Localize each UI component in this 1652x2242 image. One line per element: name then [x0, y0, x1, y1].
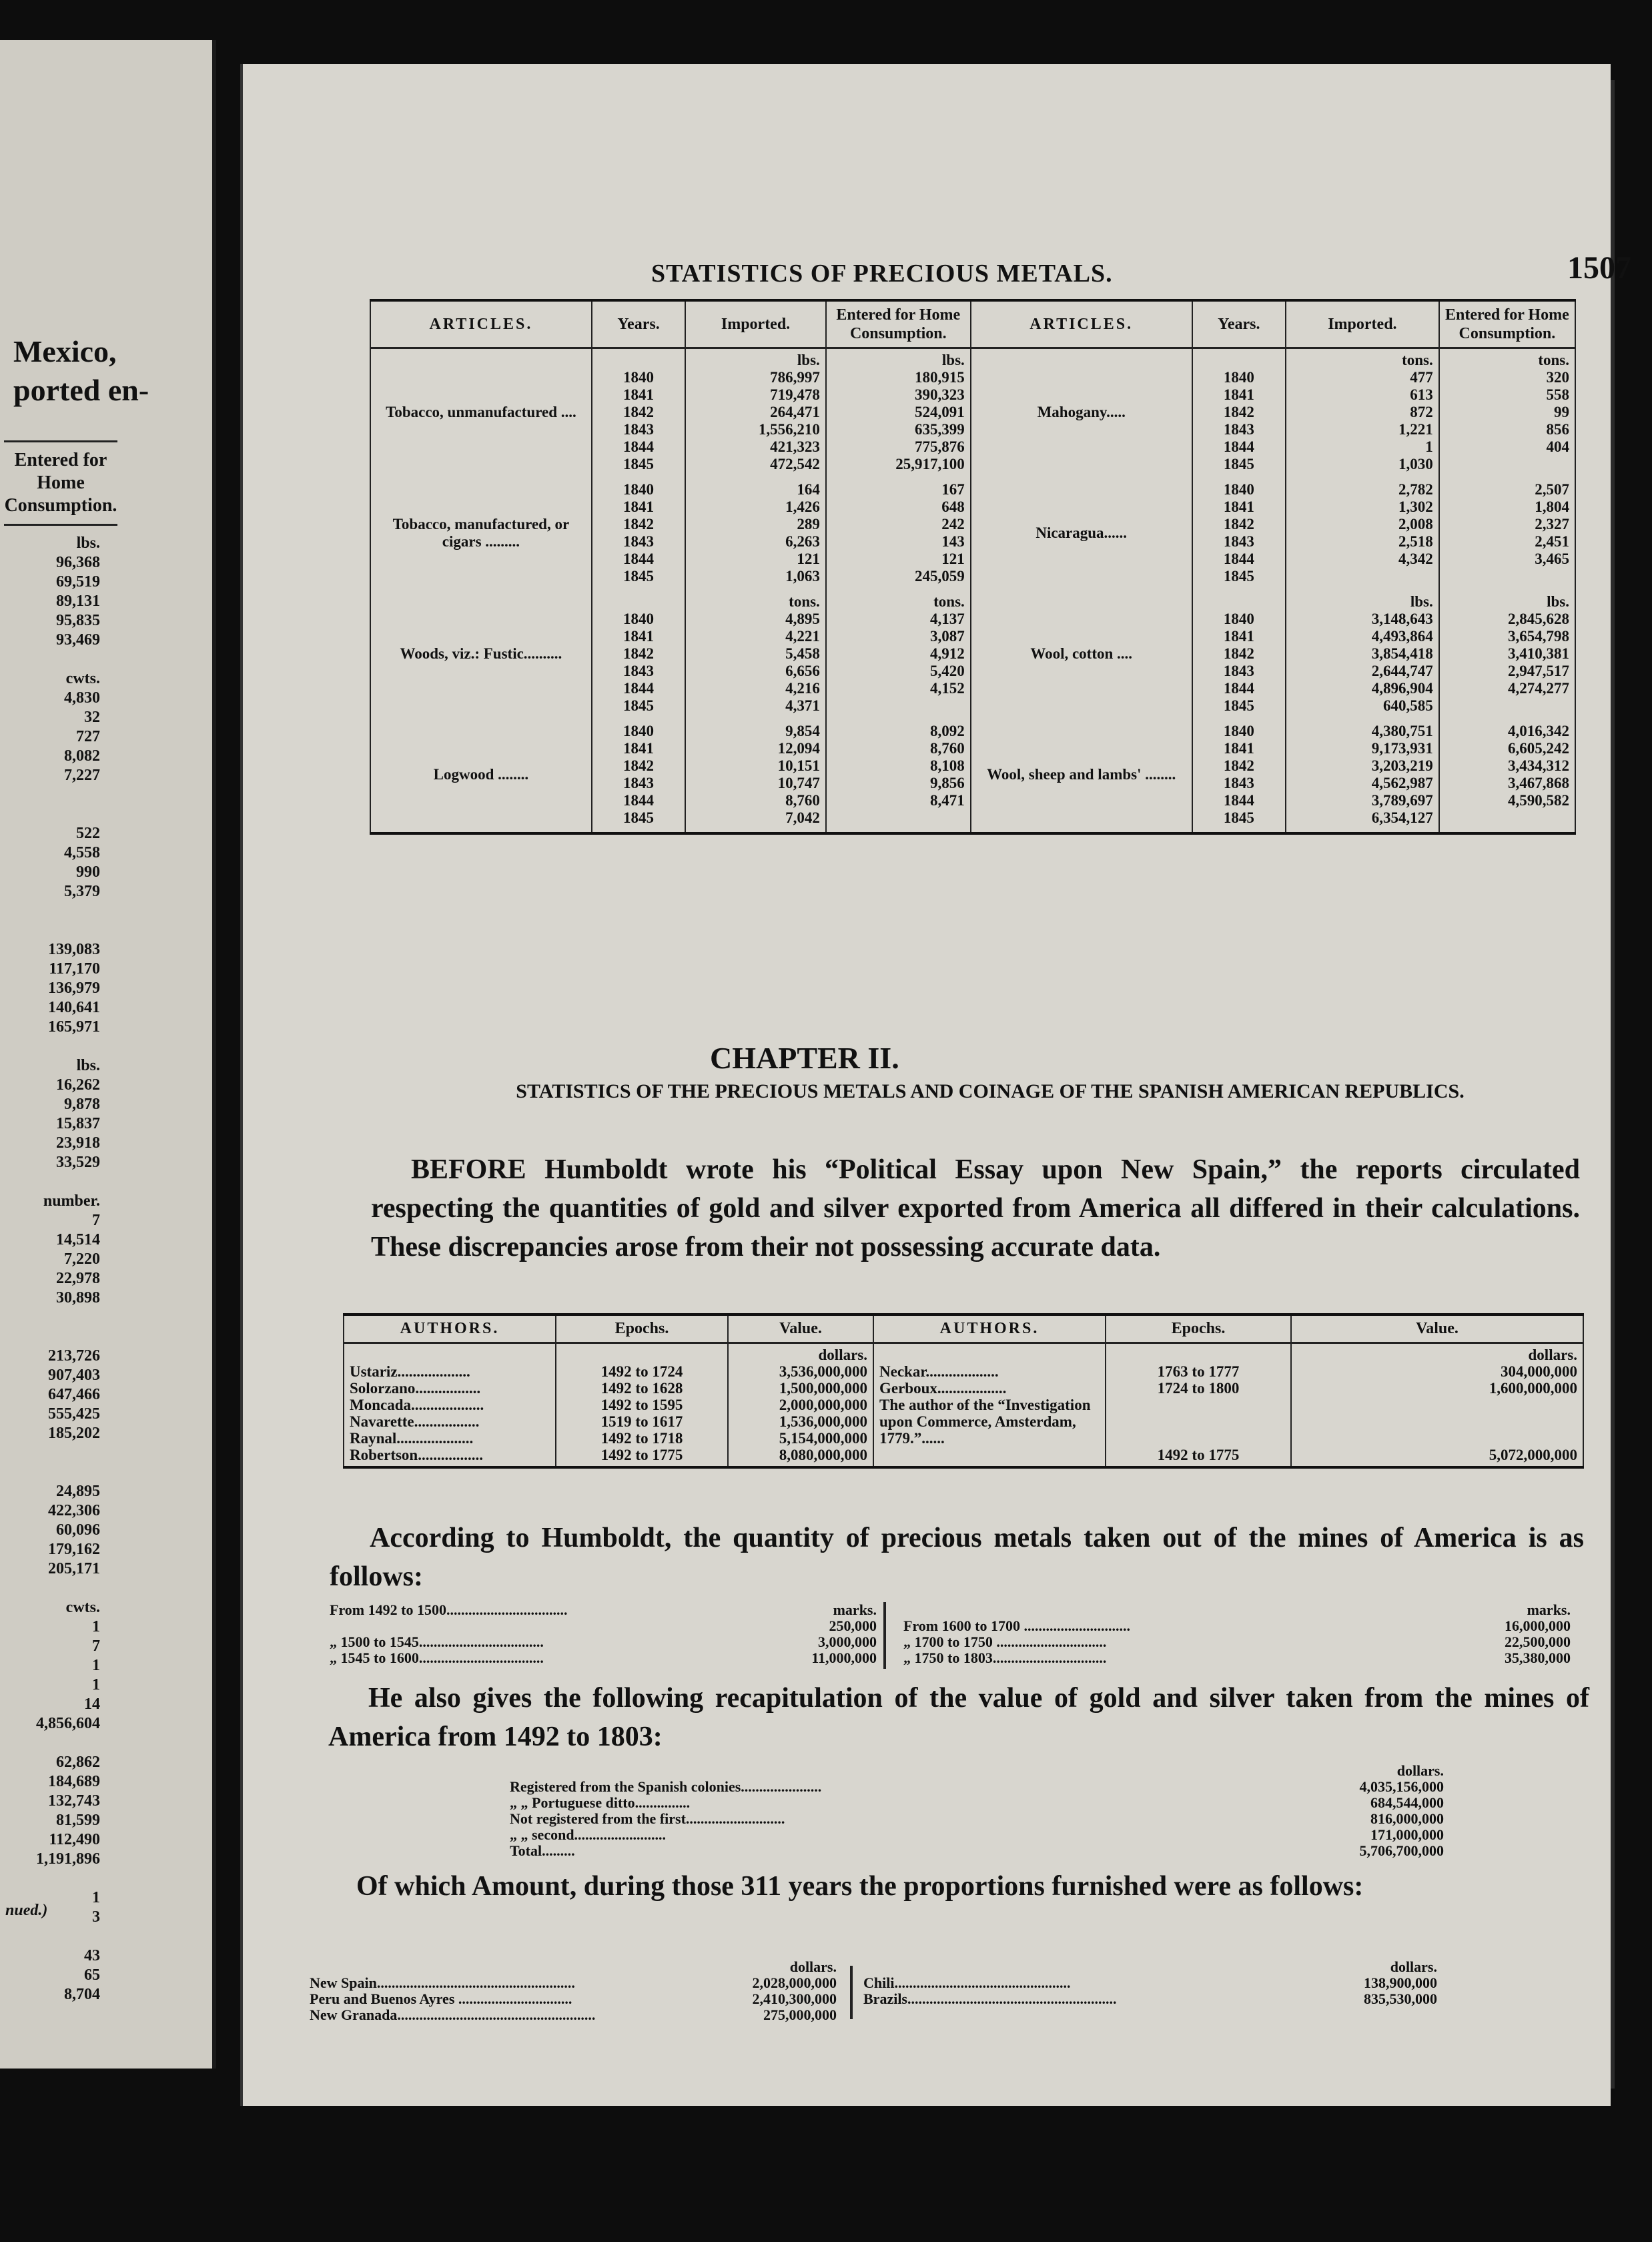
left-page-number	[13, 1172, 100, 1192]
left-page-number: 8,082	[64, 747, 100, 765]
left-page-number: 14	[84, 1696, 100, 1713]
list-item	[310, 1959, 837, 1975]
left-page-number: 1	[92, 1676, 100, 1694]
authors-left: Ustariz................... Solorzano................. Moncada................... Navarette................. Raynal.................... Robertson.................	[344, 1343, 556, 1468]
document-page	[240, 64, 1631, 2106]
list-item	[863, 1959, 1437, 1975]
column-header: Epochs.	[1106, 1315, 1291, 1343]
list-item	[903, 1650, 1571, 1666]
left-page-number: lbs.	[76, 1057, 100, 1074]
list-label: Total.........	[510, 1843, 575, 1859]
list-label	[510, 1763, 1310, 1779]
list-value: 5,706,700,000	[1359, 1842, 1444, 1859]
imports-table	[370, 299, 1576, 835]
list-item	[903, 1602, 1571, 1618]
left-page-number	[13, 1927, 100, 1946]
values-right: dollars. 304,000,000 1,600,000,000 5,072,000,000	[1291, 1343, 1583, 1468]
table-cell: Tobacco, unmanufactured ....	[370, 348, 592, 479]
column-header: Value.	[728, 1315, 873, 1343]
table-row	[370, 348, 1575, 479]
list-item	[310, 1991, 837, 2007]
left-page-number: 69,519	[56, 573, 100, 591]
left-page-number: 95,835	[56, 612, 100, 629]
list-value: 4,035,156,000	[1359, 1778, 1444, 1795]
list-label	[863, 1959, 1317, 1975]
list-label: New Spain......................................................	[310, 1975, 575, 1991]
list-value: 2,028,000,000	[752, 1974, 837, 1991]
left-page-number: 89,131	[56, 593, 100, 610]
left-page-number: 65	[84, 1966, 100, 1984]
left-page-number: 32	[84, 709, 100, 726]
left-page-number: 96,368	[56, 554, 100, 571]
list-value: 3,000,000	[818, 1633, 877, 1650]
list-item	[510, 1827, 1444, 1843]
left-page-number	[13, 1037, 100, 1056]
left-page-number: 1	[92, 1657, 100, 1674]
left-page-number: 184,689	[48, 1773, 100, 1790]
list-item	[330, 1650, 877, 1666]
table-row	[370, 478, 1575, 591]
column-header: AUTHORS.	[873, 1315, 1106, 1343]
table-cell: tons. 4,895 4,221 5,458 6,656 4,216 4,371	[685, 591, 826, 720]
left-page-number: 422,306	[48, 1502, 100, 1519]
table-cell: 1840 1841 1842 1843 1844 1845	[592, 720, 685, 833]
running-title: STATISTICS OF PRECIOUS METALS.	[651, 260, 1113, 288]
list-item	[330, 1634, 877, 1650]
authors-table	[343, 1313, 1584, 1469]
left-page-number	[13, 805, 100, 824]
left-page-number: 165,971	[48, 1018, 100, 1036]
left-page-number: 5,379	[64, 883, 100, 900]
left-page-number: 24,895	[56, 1483, 100, 1500]
column-header: Imported.	[685, 300, 826, 348]
left-page-number: 9,878	[64, 1096, 100, 1113]
table-cell: 1840 1841 1842 1843 1844 1845	[1192, 348, 1286, 479]
list-value: 171,000,000	[1370, 1826, 1444, 1843]
list-item	[510, 1811, 1444, 1827]
left-page-number: 213,726	[48, 1347, 100, 1365]
list-item	[310, 1975, 837, 1991]
recap-paragraph: He also gives the following recapitulation of the value of gold and silver taken from the mines of America from 1492 to 1803:	[328, 1683, 1589, 1752]
table-cell: 2,507 1,804 2,327 2,451 3,465	[1439, 478, 1575, 591]
table-cell: lbs. 786,997 719,478 264,471 1,556,210 421,323 472,542	[685, 348, 826, 479]
left-page-column-header: Entered for Home Consumption.	[4, 440, 117, 526]
chapter-title: CHAPTER II.	[710, 1041, 899, 1075]
left-page-number	[13, 1463, 100, 1482]
table-cell: Tobacco, manufactured, or cigars .........	[370, 478, 592, 591]
left-page-number: 4,558	[64, 844, 100, 861]
left-page-number	[13, 1327, 100, 1347]
left-page-number: 43	[84, 1947, 100, 1964]
list-value: 816,000,000	[1370, 1810, 1444, 1827]
left-page-number: 4,830	[64, 689, 100, 707]
column-header: Entered for Home Consumption.	[826, 300, 971, 348]
left-page-number: 7	[92, 1212, 100, 1229]
list-label: Brazils.........................................................	[863, 1991, 1117, 2007]
list-item	[510, 1763, 1444, 1779]
list-value: 22,500,000	[1505, 1633, 1571, 1650]
left-page-number: 60,096	[56, 1521, 100, 1539]
left-page-number: 117,170	[49, 960, 100, 978]
left-page-numbers	[13, 534, 100, 2004]
left-page-number	[13, 921, 100, 940]
list-label: Chili................................................	[863, 1975, 1071, 1991]
list-value: 16,000,000	[1505, 1617, 1571, 1634]
list-value: 138,900,000	[1364, 1974, 1437, 1991]
left-page-number: 1,191,896	[36, 1850, 100, 1868]
list-value: 684,544,000	[1370, 1794, 1444, 1811]
column-header: AUTHORS.	[344, 1315, 556, 1343]
table-cell: Logwood ........	[370, 720, 592, 833]
table-row	[370, 591, 1575, 720]
list-value: dollars.	[1390, 1958, 1437, 1975]
left-page-number: 7,227	[64, 767, 100, 784]
table-cell: Wool, cotton ....	[971, 591, 1192, 720]
left-page-number: 179,162	[48, 1541, 100, 1558]
left-page-number: 907,403	[48, 1367, 100, 1384]
left-page-number: lbs.	[76, 534, 100, 552]
list-label: Not registered from the first...........................	[510, 1811, 785, 1827]
chapter-subtitle: STATISTICS OF THE PRECIOUS METALS AND COINAGE OF THE SPANISH AMERICAN REPUBLICS.	[516, 1080, 1465, 1102]
table-cell: Wool, sheep and lambs' ........	[971, 720, 1192, 833]
left-page-number	[13, 1308, 100, 1327]
list-label: „ „ second.........................	[510, 1827, 667, 1843]
left-page-number: 14,514	[56, 1231, 100, 1248]
table-cell: tons. 477 613 872 1,221 1 1,030	[1286, 348, 1439, 479]
list-item	[903, 1634, 1571, 1650]
authors-right: Neckar................... Gerboux.................. The author of the “Investigation upon Commerce, Amsterdam, 1779.”......	[873, 1343, 1106, 1468]
table-cell: 164 1,426 289 6,263 121 1,063	[685, 478, 826, 591]
left-page-number: 139,083	[48, 941, 100, 958]
left-page-number: number.	[43, 1192, 100, 1210]
left-page-number: 990	[76, 863, 100, 881]
table-cell: 1840 1841 1842 1843 1844 1845	[592, 478, 685, 591]
left-page-number: 1	[92, 1618, 100, 1635]
left-page-number: 555,425	[48, 1405, 100, 1423]
left-page-number: 16,262	[56, 1076, 100, 1094]
left-page-number	[13, 1443, 100, 1463]
list-value: marks.	[1527, 1601, 1571, 1618]
table-cell: lbs. 180,915 390,323 524,091 635,399 775,876 25,917,100	[826, 348, 971, 479]
left-page-number: 23,918	[56, 1134, 100, 1152]
left-page-number: 132,743	[48, 1792, 100, 1810]
list-label: Registered from the Spanish colonies......................	[510, 1779, 822, 1795]
list-label: „ „ Portuguese ditto...............	[510, 1795, 691, 1811]
left-page-number: 112,490	[49, 1831, 100, 1848]
table-cell: lbs. 2,845,628 3,654,798 3,410,381 2,947,517 4,274,277	[1439, 591, 1575, 720]
recap-list	[510, 1763, 1444, 1859]
list-value: dollars.	[1396, 1762, 1444, 1779]
table-cell: 9,854 12,094 10,151 10,747 8,760 7,042	[685, 720, 826, 833]
table-cell: tons. 4,137 3,087 4,912 5,420 4,152	[826, 591, 971, 720]
table-cell: 4,380,751 9,173,931 3,203,219 4,562,987 3,789,697 6,354,127	[1286, 720, 1439, 833]
left-page-fragment	[0, 40, 216, 2069]
list-value: marks.	[833, 1601, 877, 1618]
column-header: Years.	[592, 300, 685, 348]
left-page-footer: nued.)	[5, 1902, 48, 1919]
epochs-left: 1492 to 1724 1492 to 1628 1492 to 1595 1519 to 1617 1492 to 1718 1492 to 1775	[556, 1343, 728, 1468]
list-label: „ 1750 to 1803...............................	[903, 1650, 1107, 1666]
column-header: Years.	[1192, 300, 1286, 348]
list-value: 35,380,000	[1505, 1649, 1571, 1666]
intro-paragraph: BEFORE Humboldt wrote his “Political Essay upon New Spain,” the reports circulated respecting the quantities of gold and silver exported from America all differed in their calculations. These discrepancies arose from their not possessing accurate data.	[371, 1154, 1580, 1262]
table-cell: 1840 1841 1842 1843 1844 1845	[1192, 720, 1286, 833]
list-label	[330, 1618, 770, 1634]
left-page-number: 7,220	[64, 1250, 100, 1268]
values-left: dollars. 3,536,000,000 1,500,000,000 2,000,000,000 1,536,000,000 5,154,000,000 8,080,000,000	[728, 1343, 873, 1468]
list-label: From 1600 to 1700 .............................	[903, 1618, 1130, 1634]
left-page-number: 727	[76, 728, 100, 745]
table-cell: 1840 1841 1842 1843 1844 1845	[592, 348, 685, 479]
table-cell: 167 648 242 143 121 245,059	[826, 478, 971, 591]
list-label: „ 1700 to 1750 ..............................	[903, 1634, 1107, 1650]
left-page-number: 647,466	[48, 1386, 100, 1403]
column-header: ARTICLES.	[370, 300, 592, 348]
table-cell: Woods, viz.: Fustic..........	[370, 591, 592, 720]
list-item	[330, 1618, 877, 1634]
left-page-number: 4,856,604	[36, 1715, 100, 1732]
list-label: New Granada......................................................	[310, 2007, 596, 2023]
list-item	[510, 1843, 1444, 1859]
list-value: 275,000,000	[763, 2006, 837, 2023]
list-item	[330, 1602, 877, 1618]
list-label: „ 1500 to 1545..................................	[330, 1634, 544, 1650]
table-row	[370, 720, 1575, 833]
table-cell: 1840 1841 1842 1843 1844 1845	[592, 591, 685, 720]
left-page-number: 33,529	[56, 1154, 100, 1171]
table-cell: 1840 1841 1842 1843 1844 1845	[1192, 591, 1286, 720]
left-page-number: 81,599	[56, 1812, 100, 1829]
left-page-number: 1	[92, 1889, 100, 1906]
table-cell: 1840 1841 1842 1843 1844 1845	[1192, 478, 1286, 591]
left-page-number: 140,641	[48, 999, 100, 1016]
table-cell: tons. 320 558 99 856 404	[1439, 348, 1575, 479]
list-item	[310, 2007, 837, 2023]
column-header: Imported.	[1286, 300, 1439, 348]
list-label	[903, 1602, 1437, 1618]
epochs-right: 1763 to 1777 1724 to 1800 1492 to 1775	[1106, 1343, 1291, 1468]
column-header: Epochs.	[556, 1315, 728, 1343]
column-header: ARTICLES.	[971, 300, 1192, 348]
page-number: 1507	[1567, 250, 1631, 286]
table-cell: Nicaragua......	[971, 478, 1192, 591]
table-cell: lbs. 3,148,643 4,493,864 3,854,418 2,644,747 4,896,904 640,585	[1286, 591, 1439, 720]
list-item	[863, 1975, 1437, 1991]
list-item	[510, 1779, 1444, 1795]
left-page-heading: Mexico, ported en-	[13, 334, 149, 407]
list-value: 835,530,000	[1364, 1990, 1437, 2007]
left-page-number	[13, 1734, 100, 1753]
left-page-number: cwts.	[65, 670, 100, 687]
list-label: From 1492 to 1500.................................	[330, 1602, 568, 1618]
list-item	[863, 1991, 1437, 2007]
left-page-number: 205,171	[48, 1560, 100, 1577]
left-page-number: 522	[76, 825, 100, 842]
list-value: dollars.	[789, 1958, 837, 1975]
list-value: 250,000	[829, 1617, 877, 1634]
left-page-number	[13, 1579, 100, 1598]
column-header: Entered for Home Consumption.	[1439, 300, 1575, 348]
list-label	[310, 1959, 717, 1975]
left-page-number: 3	[92, 1908, 100, 1926]
left-page-number: 136,979	[48, 980, 100, 997]
list-value: 11,000,000	[811, 1649, 877, 1666]
left-page-number: 7	[92, 1637, 100, 1655]
left-page-number	[13, 1869, 100, 1888]
left-page-number: 30,898	[56, 1289, 100, 1306]
table-cell: 4,016,342 6,605,242 3,434,312 3,467,868 4,590,582	[1439, 720, 1575, 833]
list-item	[510, 1795, 1444, 1811]
list-label: Peru and Buenos Ayres ...............................	[310, 1991, 572, 2007]
left-page-number: 22,978	[56, 1270, 100, 1287]
humboldt-paragraph: According to Humboldt, the quantity of precious metals taken out of the mines of America is as follows:	[330, 1523, 1584, 1592]
list-value: 2,410,300,000	[752, 1990, 837, 2007]
table-cell: 8,092 8,760 8,108 9,856 8,471	[826, 720, 971, 833]
left-page-number: 8,704	[64, 1986, 100, 2003]
left-page-number: cwts.	[65, 1599, 100, 1616]
list-item	[903, 1618, 1571, 1634]
left-page-number: 93,469	[56, 631, 100, 649]
left-page-number: 15,837	[56, 1115, 100, 1132]
left-page-number	[13, 650, 100, 669]
list-label: „ 1545 to 1600..................................	[330, 1650, 544, 1666]
table-cell: Mahogany.....	[971, 348, 1192, 479]
left-page-number	[13, 785, 100, 805]
proportions-paragraph: Of which Amount, during those 311 years the proportions furnished were as follows:	[356, 1871, 1364, 1902]
left-page-number: 185,202	[48, 1425, 100, 1442]
left-page-number: 62,862	[56, 1754, 100, 1771]
column-header: Value.	[1291, 1315, 1583, 1343]
table-cell: 2,782 1,302 2,008 2,518 4,342	[1286, 478, 1439, 591]
left-page-number	[13, 901, 100, 921]
